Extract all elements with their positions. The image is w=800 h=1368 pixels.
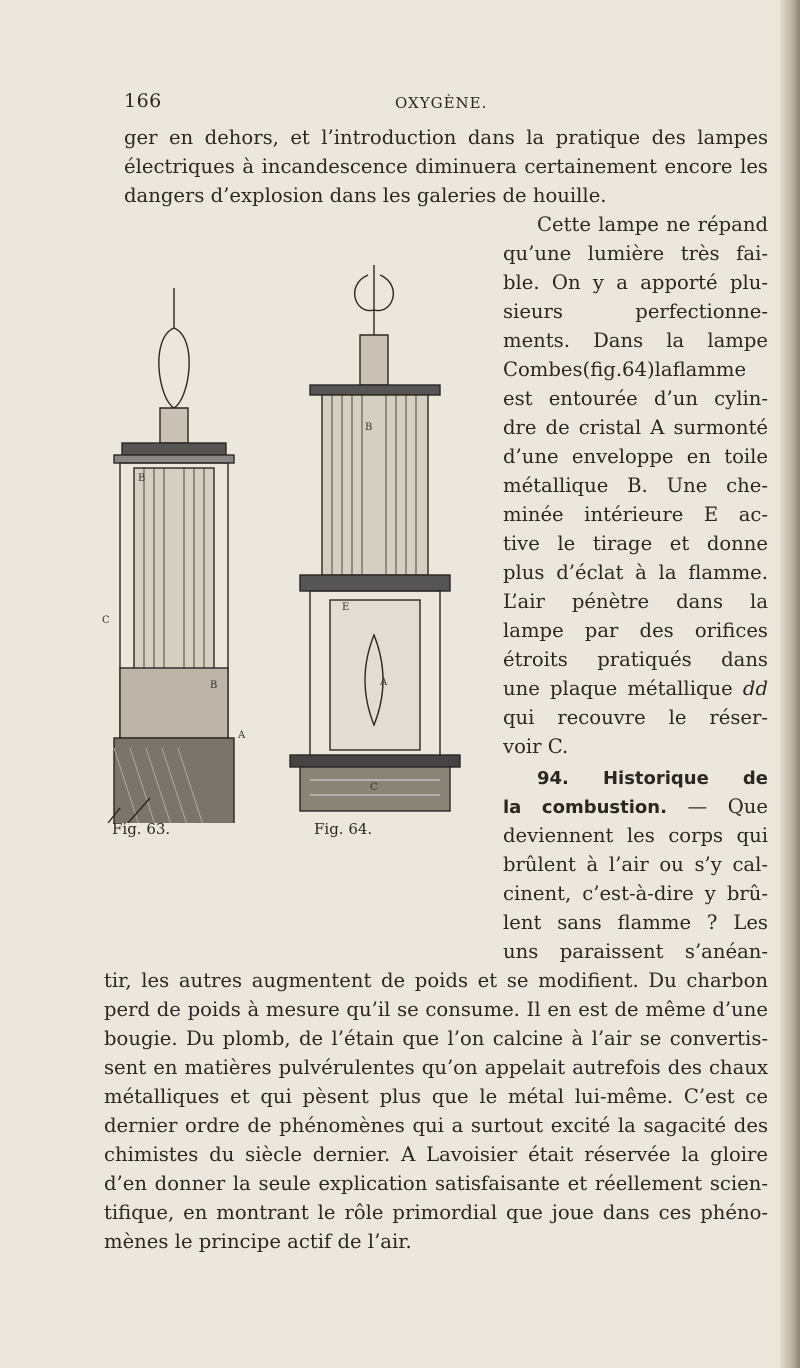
fig63-label-b2: B xyxy=(210,680,218,691)
fig63-label-a: A xyxy=(238,730,246,741)
column-line-23: lent sans flamme ? Les xyxy=(503,911,768,934)
column-line-20: deviennent les corps qui xyxy=(503,824,768,847)
full-line-9: tifique, en montrant le rôle primordial que joue dans ces phéno- xyxy=(104,1201,768,1224)
plate-line-text: une plaque métallique xyxy=(503,677,743,700)
full-line-5: métalliques et qui pèsent plus que le métal lui-même. C’est ce xyxy=(104,1085,768,1108)
section-heading-line xyxy=(503,768,768,788)
full-line-7: chimistes du siècle dernier. A Lavoisier était réservée la gloire xyxy=(104,1143,768,1166)
fig63-label-c: C xyxy=(102,615,110,626)
fig64-label-e: E xyxy=(342,602,350,613)
column-line-21: brûlent à l’air ou s’y cal- xyxy=(503,853,768,876)
full-line-8: d’en donner la seule explication satisfaisante et réellement scien- xyxy=(104,1172,768,1195)
running-title: OXYGÈNE. xyxy=(395,94,488,112)
full-line-2: perd de poids à mesure qu’il se consume. Il en est de même d’une xyxy=(104,998,768,1021)
section-title-part1: Historique de xyxy=(602,768,769,789)
column-line-8: dre de cristal A surmonté xyxy=(503,416,768,439)
section-number: 94. xyxy=(537,768,569,789)
column-line-15: lampe par des orifices xyxy=(503,619,768,642)
column-line-14: L’air pénètre dans la xyxy=(503,590,768,613)
column-line-17 xyxy=(503,679,768,699)
full-line-4: sent en matières pulvérulentes qu’on appelait autrefois des chaux xyxy=(104,1056,768,1079)
figure-63-lamp-illustration xyxy=(100,268,250,823)
section-lead: — Que xyxy=(666,795,768,818)
fig64-label-a: A xyxy=(380,677,388,688)
figure-64-caption: Fig. 64. xyxy=(314,820,373,838)
figure-63-caption: Fig. 63. xyxy=(112,820,171,838)
full-line-6: dernier ordre de phénomènes qui a surtout excité la sagacité des xyxy=(104,1114,768,1137)
column-line-2: qu’une lumière très fai- xyxy=(503,242,768,265)
intro-line-2: électriques à incandescence diminuera certainement encore les xyxy=(124,155,768,178)
column-line-6: Combes(fig.64)laflamme xyxy=(503,358,747,381)
column-line-12: tive le tirage et donne xyxy=(503,532,768,555)
column-line-13: plus d’éclat à la flamme. xyxy=(503,561,768,584)
intro-line-3: dangers d’explosion dans les galeries de houille. xyxy=(124,184,607,207)
column-line-7: est entourée d’un cylin- xyxy=(503,387,768,410)
intro-line-1: ger en dehors, et l’introduction dans la pratique des lampes xyxy=(124,126,768,149)
column-line-16: étroits pratiqués dans xyxy=(503,648,768,671)
column-line-1: Cette lampe ne répand xyxy=(537,213,768,236)
full-line-1: tir, les autres augmentent de poids et se modifient. Du charbon xyxy=(104,969,768,992)
column-line-22: cinent, c’est-à-dire y brû- xyxy=(503,882,768,905)
page-number: 166 xyxy=(124,90,162,112)
column-line-11: minée intérieure E ac- xyxy=(503,503,768,526)
fig64-label-b: B xyxy=(365,422,373,433)
section-title-part2: la combustion. xyxy=(503,797,667,818)
fig63-label-b: B xyxy=(138,473,146,484)
full-line-3: bougie. Du plomb, de l’étain que l’on calcine à l’air se convertis- xyxy=(104,1027,768,1050)
column-line-10: métallique B. Une che- xyxy=(503,474,768,497)
column-line-18: qui recouvre le réser- xyxy=(503,706,768,729)
figure-64-combes-lamp-illustration xyxy=(270,255,490,815)
section-heading-line-2 xyxy=(503,797,768,817)
column-line-24: uns paraissent s’anéan- xyxy=(503,940,768,963)
column-line-3: ble. On y a apporté plu- xyxy=(503,271,768,294)
column-line-19: voir C. xyxy=(503,735,569,758)
column-line-5: ments. Dans la lampe xyxy=(503,329,768,352)
full-line-10: mènes le principe actif de l’air. xyxy=(104,1230,412,1253)
page-header xyxy=(0,90,800,120)
plate-line-italic: dd xyxy=(742,677,768,700)
fig64-label-c: C xyxy=(370,782,378,793)
column-line-9: d’une enveloppe en toile xyxy=(503,445,768,468)
page-edge-shadow xyxy=(780,0,800,1368)
column-line-4: sieurs perfectionne- xyxy=(503,300,768,323)
